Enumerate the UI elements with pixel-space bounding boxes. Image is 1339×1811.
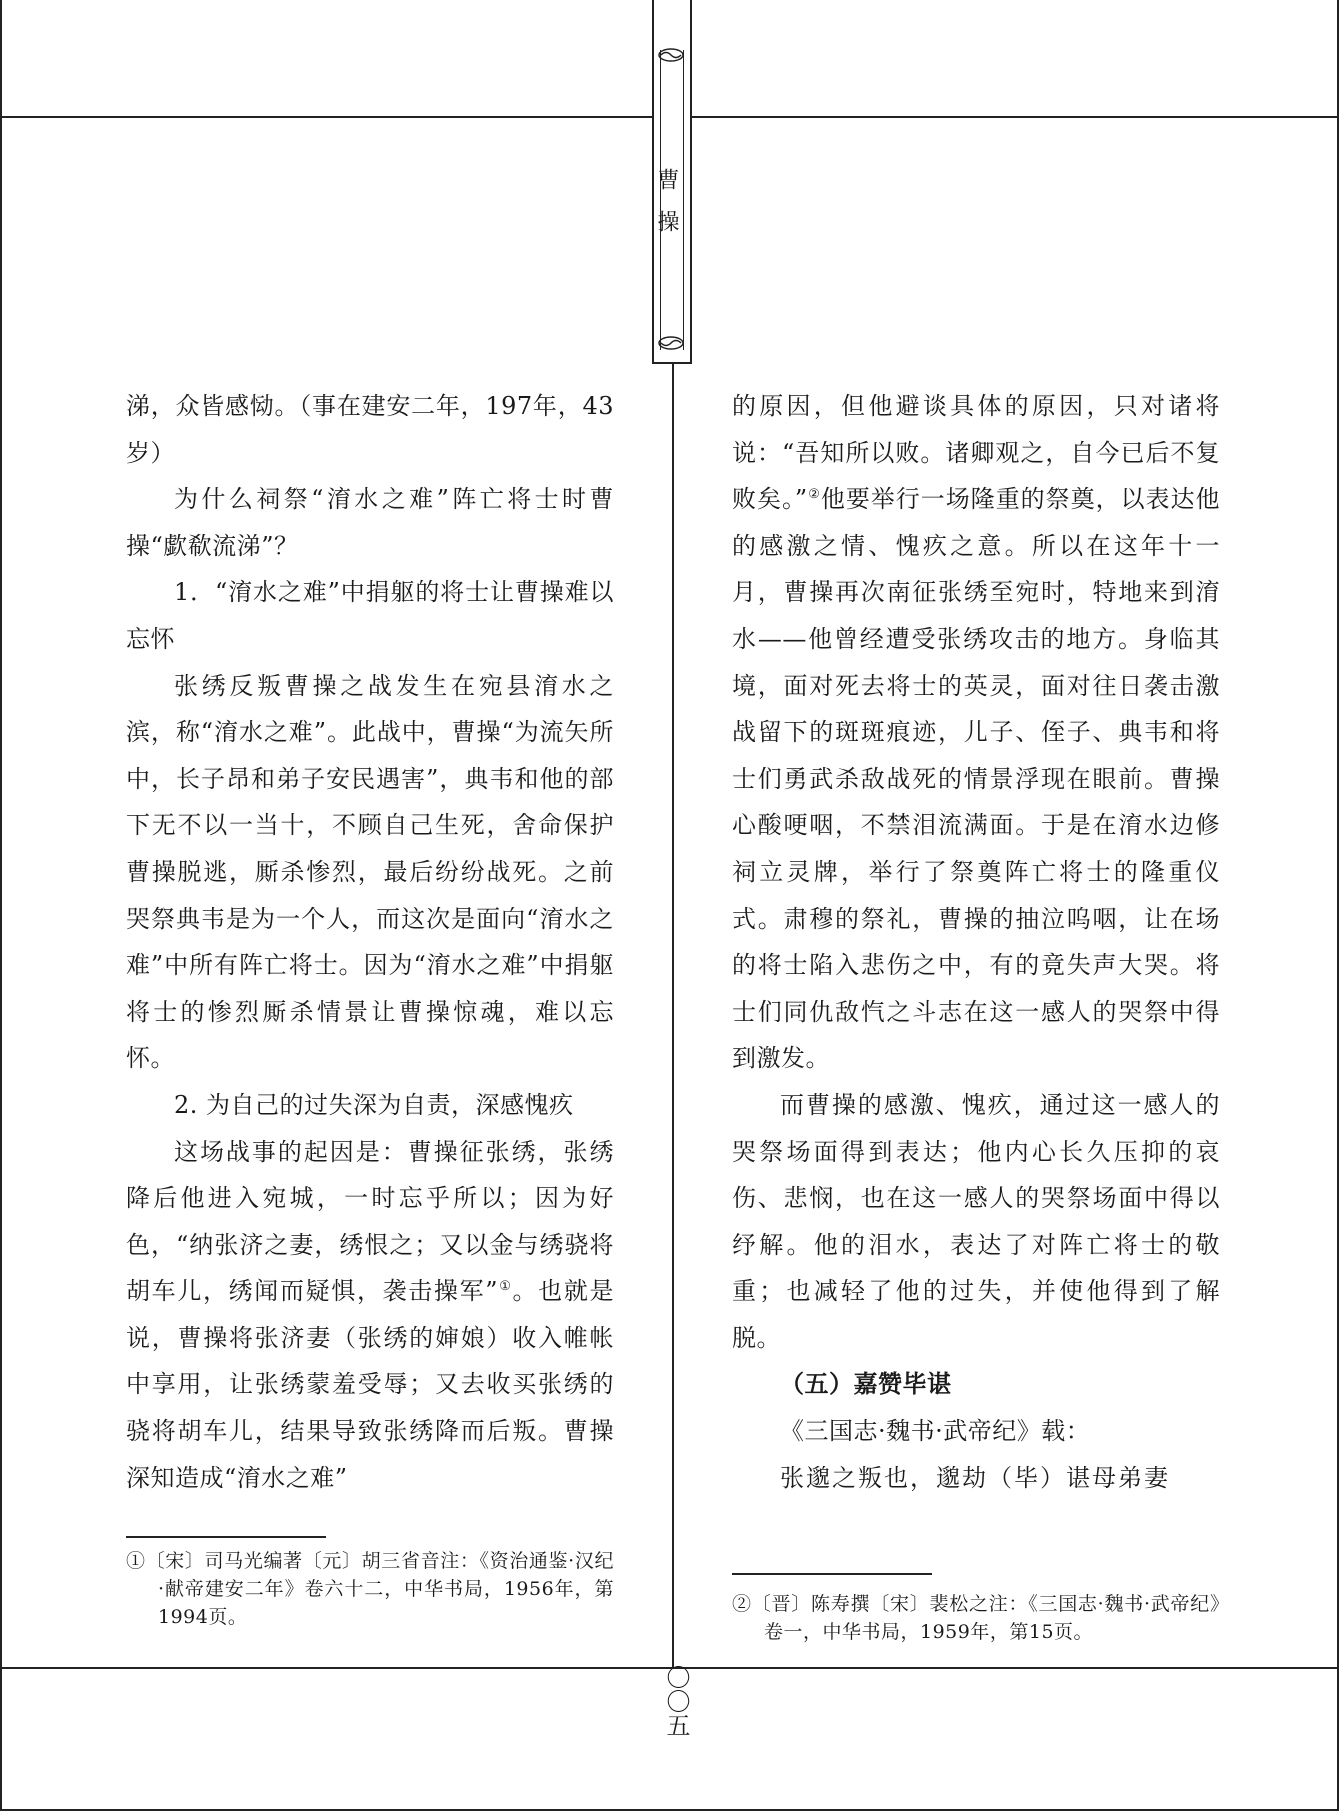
right-text-column (732, 383, 1220, 1501)
section-heading: 2. 为自己的过失深为自责，深感愧疚 (174, 1090, 574, 1119)
paragraph: 而曹操的感激、愧疚，通过这一感人的哭祭场面得到表达；他内心长久压抑的哀伤、悲悯，也在这一感人的哭祭场面中得以纾解。他的泪水，表达了对阵亡将士的敬重；也减轻了他的过失，并使他得到了解脱。 (732, 1090, 1220, 1352)
footnote-rule (732, 1573, 932, 1575)
scroll-ornament-bottom-icon (658, 336, 684, 350)
paragraph-text: 他要举行一场隆重的祭奠，以表达他的感激之情、愧疚之意。所以在这年十一月，曹操再次南征张绣至宛时，特地来到淯水——他曾经遭受张绣攻击的地方。身临其境，面对死去将士的英灵，面对往日袭击激战留下的斑斑痕迹，儿子、侄子、典韦和将士们勇武杀敌战死的情景浮现在眼前。曹操心酸哽咽，不禁泪流满面。于是在淯水边修祠立灵牌，举行了祭奠阵亡将士的隆重仪式。肃穆的祭礼，曹操的抽泣呜咽，让在场的将士陷入悲伤之中，有的竟失声大哭。将士们同仇敌忾之斗志在这一感人的哭祭中得到激发。 (732, 485, 1221, 1073)
footnote-ref[interactable]: ① (498, 1279, 513, 1295)
section-heading: 1．“淯水之难”中捐躯的将士让曹操难以忘怀 (126, 578, 614, 653)
running-head: 曹操 (654, 168, 679, 252)
paragraph-text: 。也就是说，曹操将张济妻（张绣的婶娘）收入帷帐中享用，让张绣蒙羞受辱；又去收买张绣的骁将胡车儿，结果导致张绣降而后叛。曹操深知造成“淯水之难” (126, 1277, 614, 1492)
paragraph: 张绣反叛曹操之战发生在宛县淯水之滨，称“淯水之难”。此战中，曹操“为流矢所中，长子昂和弟子安民遇害”，典韦和他的部下无不以一当十，不顾自己生死，舍命保护曹操脱逃，厮杀惨烈，最后纷纷战死。之前哭祭典韦是为一个人，而这次是面向“淯水之难”中所有阵亡将士。因为“淯水之难”中捐躯将士的惨烈厮杀情景让曹操惊魂，难以忘怀。 (126, 671, 614, 1073)
footnote-rule (126, 1536, 326, 1538)
section-heading: （五）嘉赞毕谌 (780, 1369, 952, 1399)
footnote: ①〔宋〕司马光编著〔元〕胡三省音注：《资治通鉴·汉纪·献帝建安二年》卷六十二，中华书局，1956年，第1994页。 (126, 1550, 614, 1628)
paragraph: 涕，众皆感恸。（事在建安二年，197年，43岁） (126, 392, 614, 467)
column-divider (672, 364, 674, 1668)
paragraph: 为什么祠祭“淯水之难”阵亡将士时曹操“歔欷流涕”？ (126, 485, 614, 560)
paragraph: 《三国志·魏书·武帝纪》载： (780, 1417, 1091, 1446)
footnote-ref[interactable]: ② (807, 487, 821, 503)
quotation: 张邈之叛也，邈劫（毕）谌母弟妻 (780, 1463, 1170, 1492)
left-text-column (126, 383, 614, 1501)
page-number: 〇〇五 (662, 1665, 690, 1737)
scroll-ornament-top-icon (658, 48, 684, 62)
running-head-scroll (652, 0, 692, 364)
paragraph-text: 的原因，但他避谈具体的原因，只对诸将说：“吾知所以败。诸卿观之，自今已后不复败矣。” (732, 392, 1220, 514)
paragraph-text: 这场战事的起因是：曹操征张绣，张绣降后他进入宛城，一时忘乎所以；因为好色，“纳张济之妻，绣恨之；又以金与绣骁将胡车儿，绣闻而疑惧，袭击操军” (126, 1137, 614, 1306)
paragraph (126, 1129, 614, 1502)
paragraph (732, 383, 1220, 1082)
footnote: ②〔晋〕陈寿撰〔宋〕裴松之注：《三国志·魏书·武帝纪》卷一，中华书局，1959年，第15页。 (732, 1593, 1220, 1643)
page-border-left (0, 0, 2, 1811)
